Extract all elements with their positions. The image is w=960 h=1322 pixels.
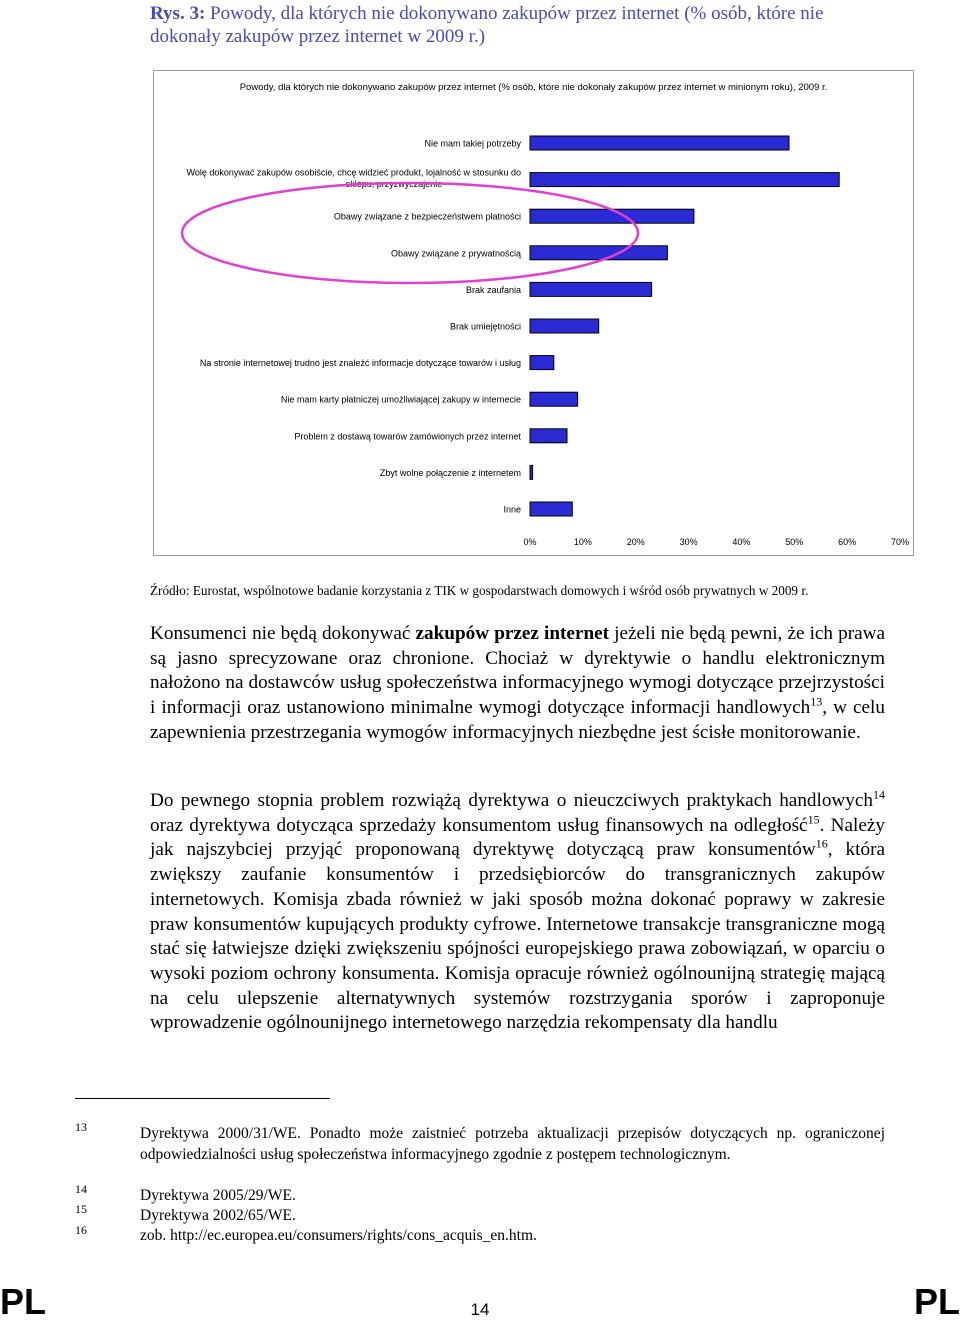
category-label: Wolę dokonywać zakupów osobiście, chcę widzieć produkt, lojalność w stosunku do — [186, 167, 521, 178]
x-tick-label: 20% — [626, 537, 645, 547]
footnote-number: 14 — [75, 1182, 87, 1196]
footer-pl-left: PL — [0, 1281, 47, 1322]
chart-title: Powody, dla których nie dokonywano zakupów przez internet (% osób, które nie dokonały zakupów przez internet w minionym roku), 2009 r. — [239, 82, 828, 93]
paragraph-2 — [150, 789, 885, 1036]
x-tick-label: 30% — [679, 537, 698, 547]
para2-text-1: Do pewnego stopnia problem rozwiążą dyrektywa o nieuczciwych praktykach handlowych — [150, 790, 873, 811]
bar — [530, 246, 667, 260]
highlight-ellipse — [182, 183, 638, 283]
paragraph-1 — [150, 622, 885, 746]
para2-text-2: oraz dyrektywa dotycząca sprzedaży konsumentom usług finansowych na odległość — [150, 814, 808, 836]
bar-chart — [154, 71, 913, 555]
figure-caption-text: Powody, dla których nie dokonywano zakupów przez internet (% osób, które nie dokonały zakupów przez internet w 2009 r.) — [150, 3, 824, 47]
x-tick-label: 60% — [838, 537, 857, 547]
footnote-text: Dyrektywa 2000/31/WE. Ponadto może zaistnieć potrzeba aktualizacji przepisów dotyczących np. ograniczonej odpowiedzialności usług społeczeństwa informacyjnego zgodnie z postępem technologicznym. — [140, 1125, 885, 1163]
footnote-divider — [75, 1098, 330, 1099]
footnote-ref-14: 14 — [873, 787, 885, 802]
figure-caption — [150, 2, 890, 48]
bar — [530, 136, 789, 150]
x-tick-label: 70% — [890, 537, 910, 547]
category-label: Obawy związane z bezpieczeństwem płatności — [333, 211, 521, 222]
bar — [530, 392, 578, 406]
footnote-text: Dyrektywa 2005/29/WE. — [140, 1187, 296, 1204]
footnote-number: 13 — [75, 1120, 87, 1134]
para1-text-2: jeżeli nie będą pewni, że ich prawa są jasno sprecyzowane oraz chronione. Chociaż w dyrektywie o handlu elektronicznym nałożono na dostawców usług społeczeństwa informacyjnego wymogi dotyczące przejrzystości i informacji oraz ustanowiono minimalne wymogi dotyczące informacji handlowych — [150, 623, 885, 719]
category-label: Brak umiejętności — [449, 321, 521, 332]
footnote-ref-13: 13 — [810, 694, 823, 709]
x-tick-label: 40% — [732, 537, 751, 547]
footnote-ref-15: 15 — [807, 812, 820, 827]
bar — [530, 173, 839, 187]
footer-pl-right: PL — [913, 1281, 960, 1322]
footnote-text: zob. http://ec.europea.eu/consumers/rights/cons_acquis_en.htm. — [140, 1227, 537, 1244]
bar — [530, 465, 533, 479]
category-label: Zbyt wolne połączenie z internetem — [379, 467, 521, 478]
category-label: Problem z dostawą towarów zamówionych przez internet — [294, 431, 521, 442]
category-label: Obawy związane z prywatnością — [390, 248, 521, 259]
footnote-number: 16 — [75, 1223, 87, 1237]
source-note: Źródło: Eurostat, wspólnotowe badanie korzystania z TIK w gospodarstwach domowych i wśród osób prywatnych w 2009 r. — [150, 583, 809, 598]
chart-panel — [153, 70, 914, 556]
bar — [530, 356, 554, 370]
category-label: Nie mam takiej potrzeby — [424, 138, 521, 149]
figure-label: Rys. 3: — [150, 3, 206, 24]
bar — [530, 282, 652, 296]
para2-text-3: . Należy jak najszybciej przyjąć proponowaną dyrektywę dotyczącą praw konsumentów — [150, 814, 885, 861]
page-number: 14 — [470, 1300, 490, 1319]
para1-text-3: , w celu zapewnienia przestrzegania wymogów informacyjnych niezbędne jest ścisłe monitorowanie. — [150, 697, 885, 743]
footnote-text: Dyrektywa 2002/65/WE. — [140, 1207, 296, 1224]
x-tick-label: 0% — [523, 537, 537, 547]
x-tick-label: 10% — [573, 537, 592, 547]
category-label: Inne — [503, 504, 521, 515]
bar — [530, 319, 599, 333]
bar — [530, 429, 567, 443]
footnote-ref-16: 16 — [815, 837, 828, 852]
category-label: sklepu, przyzwyczajenie — [345, 178, 443, 189]
category-label: Nie mam karty płatniczej umożliwiającej zakupy w internecie — [280, 394, 521, 405]
para1-text-1: Konsumenci nie będą dokonywać — [150, 623, 416, 644]
bar — [530, 502, 572, 516]
bar — [530, 209, 694, 223]
para2-text-4: , która zwiększy zaufanie konsumentów i przedsiębiorców do transgranicznych zakupów internetowych. Komisja zbada również w jaki sposób można dokonać poprawy w zakresie praw konsumentów kupujących produkty cyfrowe. Internetowe transakcje transgraniczne mogą stać się łatwiejsze dzięki zwiększeniu spójności europejskiego prawa zobowiązań, w oparciu o wysoki poziom ochrony konsumenta. Komisja opracuje również ogólnounijną strategię mającą na celu ulepszenie alternatywnych systemów rozstrzygania sporów i zaproponuje wprowadzenie ogólnounijnego internetowego narzędzia rekompensaty dla handlu — [150, 839, 885, 1034]
category-label: Brak zaufania — [465, 284, 521, 295]
footnote-number: 15 — [75, 1202, 87, 1216]
x-tick-label: 50% — [785, 537, 804, 547]
para1-bold: zakupów przez internet — [415, 623, 610, 644]
category-label: Na stronie internetowej trudno jest znaleźć informacje dotyczące towarów i usług — [199, 358, 521, 369]
